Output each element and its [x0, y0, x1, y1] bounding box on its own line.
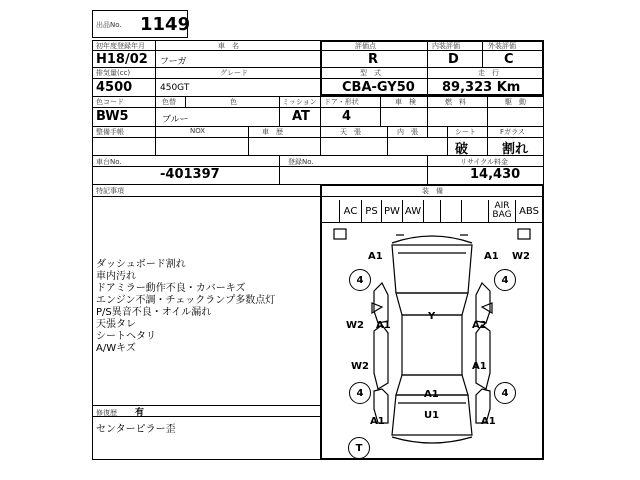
history-label: 車 歴: [262, 128, 283, 136]
doors-label: ドア・形状: [324, 98, 359, 106]
interior2-label: 内 張: [397, 128, 418, 136]
recycle-label: リサイクル料金: [460, 158, 509, 166]
cc-label: 排気量(cc): [96, 69, 131, 77]
grade-value: 450GT: [160, 83, 190, 93]
inspection-label: 車 検: [395, 98, 416, 106]
interior-label: 内装評価: [432, 42, 460, 50]
remarks-label: 特記事項: [96, 187, 124, 195]
color-code-value: BW5: [96, 109, 129, 124]
color-type-label: 色替: [162, 98, 176, 106]
equip-airbag: AIR BAG: [489, 200, 516, 222]
equipment-label: 装 備: [422, 187, 443, 195]
repair-value: 有: [135, 408, 145, 418]
doors-value: 4: [342, 109, 352, 124]
trans-label: ミッション: [282, 98, 317, 106]
recycle-value: 14,430: [470, 167, 521, 182]
mark-a1-rr: A1: [472, 361, 487, 372]
fuel-label: 燃 料: [445, 98, 466, 106]
mark-a2-r: A2: [472, 320, 487, 331]
equip-ac: AC: [340, 200, 362, 222]
reg-value: H18/02: [96, 52, 148, 67]
spare-tire: T: [348, 437, 370, 459]
model-value: CBA-GY50: [342, 80, 415, 95]
mark-a1-l: A1: [376, 320, 391, 331]
model-label: 型 式: [360, 69, 381, 77]
lot-number: 1149: [140, 14, 191, 35]
nox-label: NOX: [190, 127, 206, 135]
equip-cell: [424, 200, 441, 222]
score-value: R: [368, 52, 379, 67]
reg-label: 初年度登録年月: [96, 42, 145, 50]
exterior-label: 外装評価: [488, 42, 516, 50]
glass-value: 割れ: [502, 142, 529, 157]
remark-line: ダッシュボード割れ: [96, 259, 186, 270]
seat-label: シート: [455, 128, 476, 136]
mark-a1-bl: A1: [370, 416, 385, 427]
drive-label: 駆 動: [505, 98, 526, 106]
interior-value: D: [448, 52, 459, 67]
tire-fl: 4: [349, 269, 371, 291]
mark-u1-trunk: U1: [424, 410, 440, 421]
mark-w2-rl: W2: [351, 361, 369, 372]
equip-abs: ABS: [519, 205, 539, 217]
score-label: 評価点: [355, 42, 376, 50]
sunroof-label: 天 張: [340, 128, 361, 136]
remark-line: 天張タレ: [96, 319, 136, 330]
car-label: 車 名: [218, 42, 239, 50]
trans-value: AT: [292, 109, 310, 124]
mark-a1-fr: A1: [484, 251, 499, 262]
seat-value: 破: [455, 142, 469, 157]
equip-aw: AW: [403, 200, 424, 222]
tire-rl: 4: [349, 382, 371, 404]
equip-pw: PW: [382, 200, 403, 222]
cc-value: 4500: [96, 80, 133, 95]
car-diagram: [322, 223, 542, 459]
remark-line: シートヘタリ: [96, 331, 156, 342]
tire-fr: 4: [494, 269, 516, 291]
equip-cell: [441, 200, 462, 222]
color-label: 色: [230, 98, 237, 106]
remark-line: P/S異音不良・オイル漏れ: [96, 307, 212, 318]
mark-w2-fr: W2: [512, 251, 530, 262]
tire-rr: 4: [494, 382, 516, 404]
mileage-label: 走 行: [478, 69, 499, 77]
equip-cell: [462, 200, 489, 222]
glass-label: Fガラス: [500, 128, 525, 136]
remark-line: ドアミラー動作不良・カバーキズ: [96, 283, 246, 294]
remark-line: A/Wキズ: [96, 343, 136, 354]
mileage-value: 89,323 Km: [442, 80, 521, 95]
manual-label: 整備手帳: [96, 128, 124, 136]
car-value: フーガ: [160, 57, 187, 67]
regno-label: 登録No.: [288, 158, 314, 166]
equip-ps: PS: [362, 200, 382, 222]
chassis-label: 車台No.: [96, 158, 122, 166]
mark-a1-br: A1: [481, 416, 496, 427]
mark-a1-fl: A1: [368, 251, 383, 262]
chassis-value: -401397: [160, 167, 220, 182]
color-code-label: 色コード: [96, 98, 124, 106]
color-value: ブルー: [162, 115, 189, 125]
mark-w2-l: W2: [346, 320, 364, 331]
mark-y-roof: Y: [428, 311, 436, 322]
remark-line: 車内汚れ: [96, 271, 136, 282]
remarks-list: [96, 259, 275, 355]
repair-detail: センターピラー歪: [96, 424, 176, 435]
grade-label: グレード: [220, 69, 248, 77]
remark-line: エンジン不調・チェックランプ多数点灯: [96, 295, 276, 306]
repair-label: 修復歴: [96, 409, 117, 417]
lot-label: 出品No.: [96, 21, 122, 29]
exterior-value: C: [504, 52, 514, 67]
equip-cell: [322, 200, 340, 222]
mark-a1-rear: A1: [424, 389, 439, 400]
